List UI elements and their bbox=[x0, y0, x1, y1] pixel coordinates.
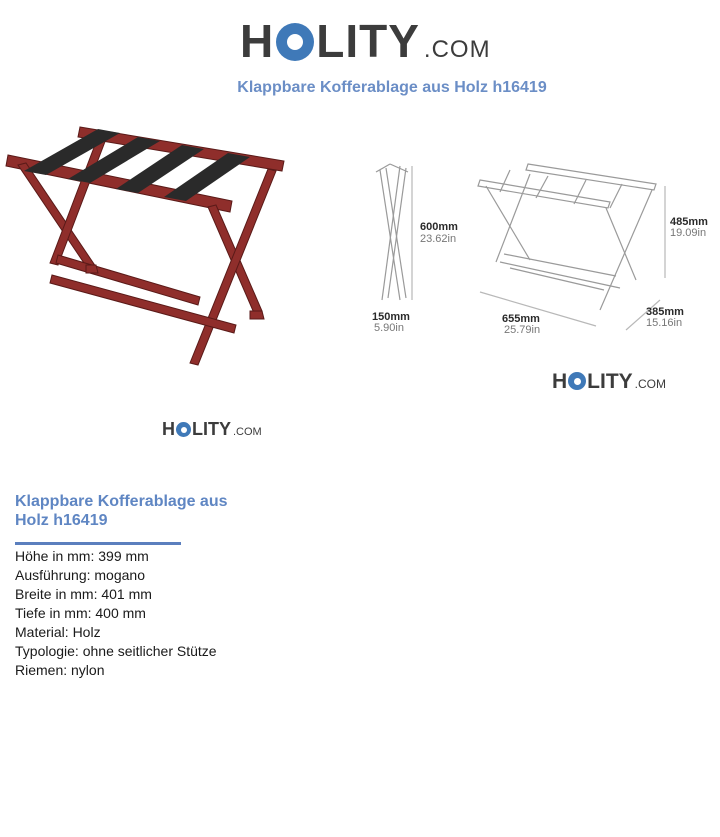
rack-height-in-label: 19.09in bbox=[670, 227, 707, 239]
depth-mm-label: 385mm bbox=[646, 306, 684, 318]
page-title: Klappbare Kofferablage aus Holz h16419 bbox=[237, 79, 547, 96]
spec-item: Höhe in mm: 399 mm bbox=[15, 548, 149, 564]
spec-item: Ausführung: mogano bbox=[15, 567, 145, 583]
logo-text-lity: LITY bbox=[192, 419, 231, 439]
spec-item: Tiefe in mm: 400 mm bbox=[15, 605, 146, 621]
rack-height-mm-label: 485mm bbox=[670, 216, 708, 228]
spec-item: Typologie: ohne seitlicher Stütze bbox=[15, 643, 217, 659]
width-in-label: 25.79in bbox=[504, 324, 541, 336]
holity-logo-drawing bbox=[552, 370, 666, 394]
spec-item: Riemen: nylon bbox=[15, 662, 105, 678]
logo-o-icon bbox=[568, 372, 586, 390]
spec-item: Breite in mm: 401 mm bbox=[15, 586, 152, 602]
logo-text-h: H bbox=[162, 419, 175, 439]
folded-width-in-label: 5.90in bbox=[374, 322, 404, 334]
holity-logo-photo bbox=[162, 419, 262, 440]
logo-o-icon bbox=[176, 422, 191, 437]
logo-o-icon bbox=[276, 23, 314, 61]
spec-list bbox=[15, 547, 217, 680]
logo-text-h: H bbox=[552, 370, 568, 393]
logo-text-lity: LITY bbox=[316, 15, 420, 67]
logo-text-com: .COM bbox=[233, 426, 262, 438]
logo-text-com: .COM bbox=[423, 36, 491, 63]
folded-width-mm-label: 150mm bbox=[372, 311, 410, 323]
logo-text-h: H bbox=[240, 15, 275, 67]
height-in-label: 23.62in bbox=[420, 233, 457, 245]
product-title: Klappbare Kofferablage aus Holz h16419 bbox=[15, 493, 228, 529]
logo-text-lity: LITY bbox=[587, 370, 633, 393]
product-photo bbox=[0, 115, 300, 375]
width-mm-label: 655mm bbox=[502, 313, 540, 325]
spec-item: Material: Holz bbox=[15, 624, 101, 640]
title-divider bbox=[15, 542, 181, 545]
height-mm-label: 600mm bbox=[420, 221, 458, 233]
logo-text-com: .COM bbox=[634, 377, 667, 391]
holity-logo[interactable] bbox=[240, 14, 491, 68]
depth-in-label: 15.16in bbox=[646, 317, 683, 329]
dimension-drawing bbox=[360, 150, 720, 340]
